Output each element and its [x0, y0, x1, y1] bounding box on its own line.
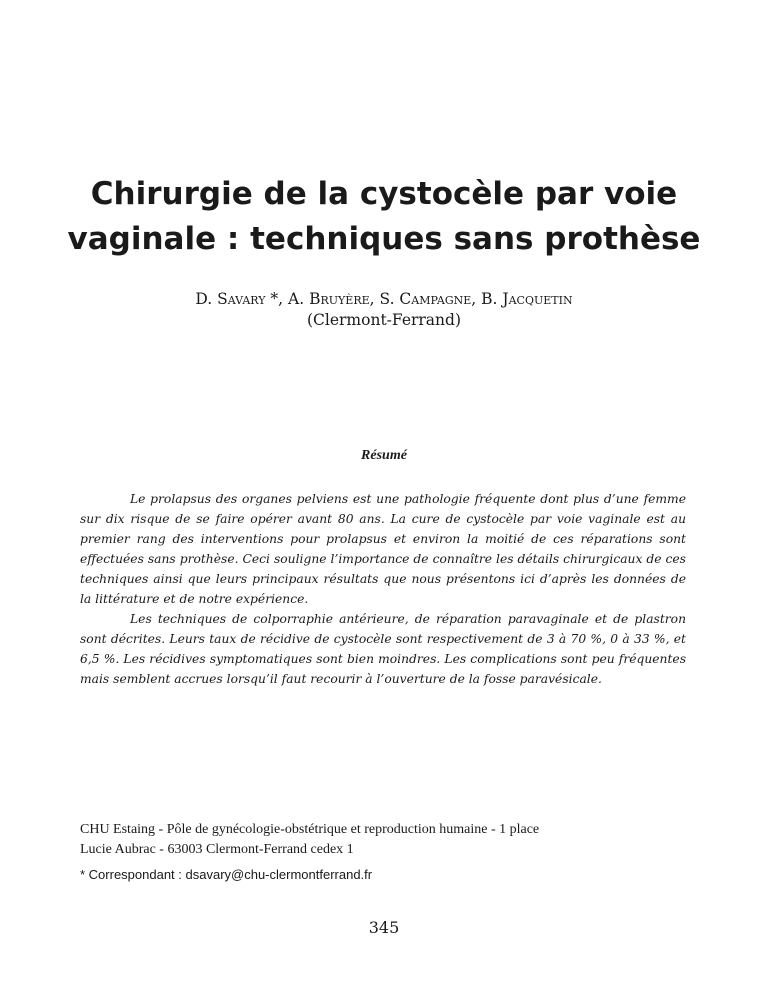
author-2-name: Bruyère	[309, 290, 370, 308]
affiliation-line-1: CHU Estaing - Pôle de gynécologie-obstétrique et reproduction humaine - 1 place	[80, 822, 540, 837]
article-title	[60, 172, 708, 262]
author-1-name: Savary	[217, 290, 266, 308]
correspondence-note: * Correspondant : dsavary@chu-clermontferrand.fr	[80, 867, 373, 882]
author-block	[60, 289, 708, 331]
author-2-initial: A.	[288, 290, 310, 308]
author-3-initial: S.	[379, 290, 400, 308]
abstract-body	[80, 489, 686, 689]
affiliation	[80, 820, 680, 860]
author-3-name: Campagne	[399, 290, 472, 308]
corresponding-mark: *,	[265, 290, 289, 308]
title-line-2: vaginale : techniques sans prothèse	[67, 221, 701, 257]
author-separator: ,	[369, 290, 380, 308]
author-1-initial: D.	[195, 290, 218, 308]
abstract-paragraph-2: Les techniques de colporraphie antérieure, de réparation paravaginale et de plastron sont décrites. Leurs taux de récidive de cystocèle sont respectivement de 3 à 70 %, 0 à 33 %, et 6,5 %. Les récidives symptomatiques sont bien moindres. Les complications sont peu fréquentes mais semblent accrues lorsqu’il faut recourir à l’ouverture de la fosse paravésicale.	[80, 612, 686, 686]
author-separator: ,	[471, 290, 482, 308]
abstract-paragraph-1: Le prolapsus des organes pelviens est une pathologie fréquente dont plus d’une femme sur dix risque de se faire opérer avant 80 ans. La cure de cystocèle par voie vaginale est au premier rang des interventions pour prolapsus et environ la moitié de ces réparations sont effectuées sans prothèse. Ceci souligne l’importance de connaître les détails chirurgicaux de ces techniques ainsi que leurs principaux résultats que nous présentons ici d’après les données de la littérature et de notre expérience.	[80, 492, 686, 606]
title-line-1: Chirurgie de la cystocèle par voie	[90, 176, 678, 212]
author-location: (Clermont-Ferrand)	[306, 311, 462, 329]
author-4-initial: B.	[481, 290, 503, 308]
author-list	[60, 289, 708, 310]
affiliation-line-2: Lucie Aubrac - 63003 Clermont-Ferrand cedex 1	[80, 842, 354, 857]
abstract-heading: Résumé	[361, 448, 407, 463]
page-number: 345	[368, 918, 400, 937]
author-4-name: Jacquetin	[502, 290, 573, 308]
